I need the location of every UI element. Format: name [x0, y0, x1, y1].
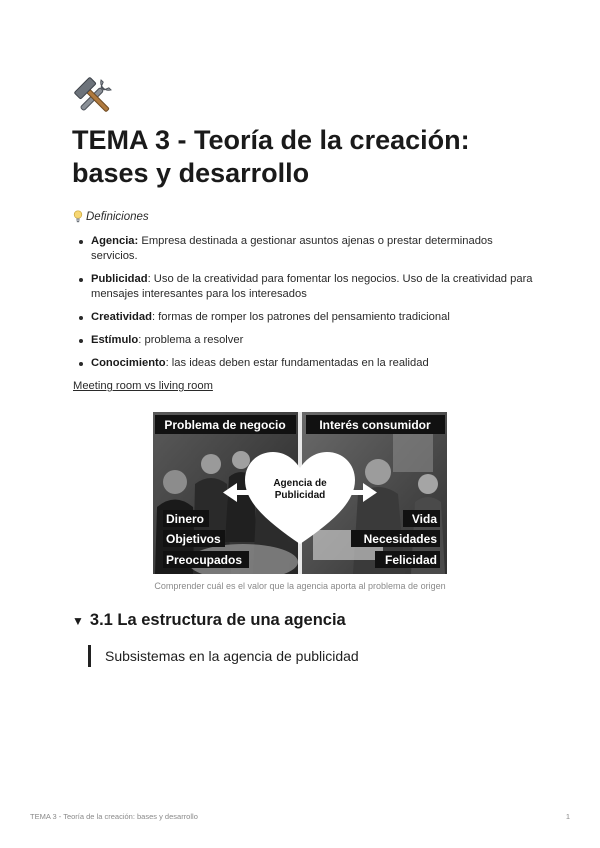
agency-diagram-image: [153, 412, 447, 574]
quote-text: Subsistemas en la agencia de publicidad: [105, 648, 359, 664]
footer-doc-title: TEMA 3 - Teoría de la creación: bases y desarrollo: [30, 812, 198, 821]
list-item: [78, 272, 538, 302]
definition-text: Empresa destinada a gestionar asuntos ajenas o prestar determinados servicios.: [91, 235, 493, 262]
callout-heading-text: Definiciones: [86, 210, 149, 223]
right-item: Vida: [411, 512, 437, 526]
page-title: TEMA 3 - Teoría de la creación: bases y desarrollo: [72, 125, 470, 188]
definitions-list: [78, 234, 538, 379]
triangle-down-icon[interactable]: ▼: [72, 613, 84, 628]
definition-term: Conocimiento: [91, 357, 166, 369]
right-title: Interés consumidor: [319, 418, 431, 432]
tools-icon: [72, 76, 116, 118]
figure-caption: Comprender cuál es el valor que la agencia aporta al problema de origen: [154, 581, 446, 591]
quote-block: [88, 645, 359, 667]
left-item: Dinero: [166, 512, 205, 526]
definition-term: Agencia:: [91, 235, 139, 247]
definition-term: Publicidad: [91, 273, 148, 285]
list-item: [78, 356, 538, 371]
list-item: [78, 234, 538, 264]
left-title: Problema de negocio: [164, 418, 286, 432]
definition-term: Estímulo: [91, 334, 139, 346]
list-item: [78, 333, 538, 348]
footer-page-number: 1: [565, 812, 570, 821]
definition-text: : Uso de la creatividad para fomentar los negocios. Uso de la creatividad para mensajes interesantes para los interesados: [91, 273, 533, 300]
definition-term: Creatividad: [91, 311, 152, 323]
center-label-line1: Agencia de: [273, 478, 327, 489]
meeting-room-link[interactable]: Meeting room vs living room: [73, 380, 213, 392]
left-item: Objetivos: [166, 532, 221, 546]
list-item: [78, 310, 538, 325]
right-item: Felicidad: [384, 553, 437, 567]
left-item: Preocupados: [166, 553, 243, 567]
lightbulb-icon: [73, 210, 83, 223]
center-label-line2: Publicidad: [274, 490, 326, 501]
right-item: Necesidades: [363, 532, 437, 546]
section-title: 3.1 La estructura de una agencia: [89, 611, 346, 629]
section-toggle[interactable]: [72, 611, 346, 630]
definition-text: : problema a resolver: [138, 334, 244, 346]
definition-text: : formas de romper los patrones del pensamiento tradicional: [151, 311, 450, 323]
definition-text: : las ideas deben estar fundamentadas en la realidad: [165, 357, 429, 369]
callout-heading: [73, 210, 149, 223]
